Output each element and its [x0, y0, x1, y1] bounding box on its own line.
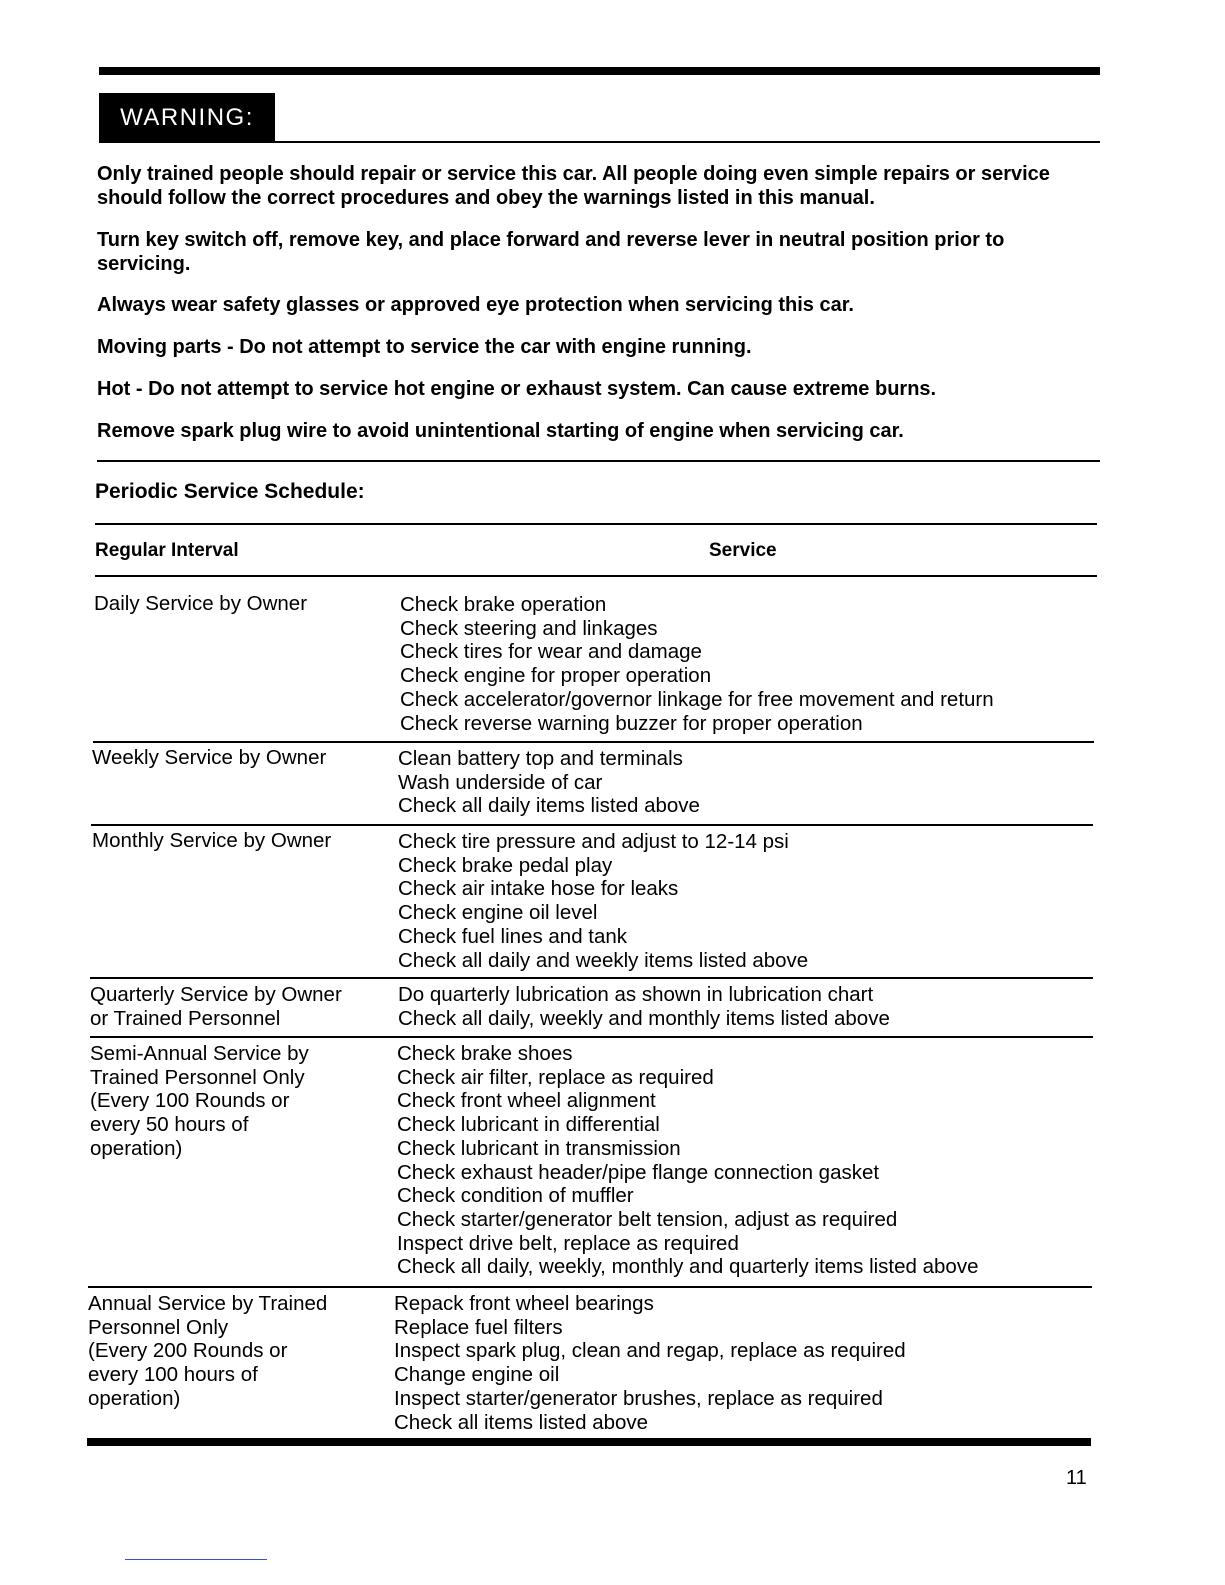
service-item: Inspect starter/generator brushes, replace as required	[394, 1386, 883, 1410]
row-services	[400, 593, 994, 735]
row-interval: Daily Service by Owner	[94, 592, 308, 615]
row-services	[397, 1042, 978, 1279]
service-item: Replace fuel filters	[394, 1315, 563, 1339]
schedule-title: Periodic Service Schedule:	[95, 480, 365, 503]
service-item: Check lubricant in differential	[397, 1113, 660, 1137]
service-item: Check all daily items listed above	[398, 794, 700, 818]
service-item: Check steering and linkages	[400, 616, 658, 640]
service-item: Check brake operation	[400, 593, 607, 616]
row-services	[394, 1292, 906, 1434]
row-services	[398, 830, 808, 972]
service-item: Check engine oil level	[398, 901, 598, 925]
warning-paragraph: Turn key switch off, remove key, and place forward and reverse lever in neutral position prior to servicing.	[97, 229, 1005, 275]
row-divider	[91, 824, 1093, 826]
service-item: Check air intake hose for leaks	[398, 877, 679, 901]
service-item: Do quarterly lubrication as shown in lubrication chart	[398, 983, 874, 1006]
table-top-rule	[95, 523, 1097, 525]
service-item: Check all items listed above	[394, 1410, 649, 1434]
service-item: Check exhaust header/pipe flange connection gasket	[397, 1160, 880, 1184]
row-divider	[90, 1036, 1093, 1038]
service-item: Check tire pressure and adjust to 12-14 psi	[398, 830, 789, 853]
row-interval: Semi-Annual Service by Trained Personnel Only (Every 100 Rounds or every 50 hours of operation)	[90, 1042, 309, 1160]
service-item: Check air filter, replace as required	[397, 1065, 714, 1089]
service-item: Check all daily and weekly items listed above	[398, 948, 809, 972]
row-services	[398, 747, 700, 818]
row-services	[398, 983, 890, 1030]
service-item: Inspect drive belt, replace as required	[397, 1231, 739, 1255]
service-item: Check engine for proper operation	[400, 664, 712, 688]
row-divider	[93, 741, 1094, 743]
service-item: Check condition of muffler	[397, 1184, 634, 1208]
service-item: Check brake pedal play	[398, 853, 613, 877]
warning-paragraph: Only trained people should repair or service this car. All people doing even simple repairs or service should follow the correct procedures and obey the warnings listed in this manual.	[97, 163, 1050, 209]
row-divider	[90, 977, 1093, 979]
column-header-interval: Regular Interval	[95, 540, 239, 561]
service-item: Check reverse warning buzzer for proper operation	[400, 711, 863, 735]
service-item: Check tires for wear and damage	[400, 640, 702, 664]
row-interval: Weekly Service by Owner	[92, 746, 327, 769]
service-item: Check starter/generator belt tension, adjust as required	[397, 1207, 898, 1231]
service-item: Change engine oil	[394, 1363, 560, 1387]
service-item: Check all daily, weekly and monthly items listed above	[398, 1006, 890, 1030]
footer-link-underline	[125, 1559, 267, 1560]
service-item: Wash underside of car	[398, 770, 603, 794]
row-divider	[88, 1286, 1092, 1288]
bottom-rule	[87, 1438, 1091, 1446]
service-item: Clean battery top and terminals	[398, 747, 683, 770]
row-interval: Annual Service by Trained Personnel Only (Every 200 Rounds or every 100 hours of operation)	[88, 1292, 328, 1410]
warning-paragraph: Hot - Do not attempt to service hot engine or exhaust system. Can cause extreme burns.	[97, 378, 937, 400]
section-divider	[97, 460, 1100, 462]
service-item: Check front wheel alignment	[397, 1089, 656, 1113]
warning-paragraph: Always wear safety glasses or approved eye protection when servicing this car.	[97, 294, 854, 316]
row-interval: Monthly Service by Owner	[92, 829, 332, 852]
warning-underline	[275, 141, 1100, 143]
service-item: Inspect spark plug, clean and regap, replace as required	[394, 1339, 906, 1363]
top-rule	[99, 67, 1100, 75]
service-item: Check lubricant in transmission	[397, 1136, 681, 1160]
service-item: Check accelerator/governor linkage for free movement and return	[400, 687, 994, 711]
service-item: Check all daily, weekly, monthly and quarterly items listed above	[397, 1255, 979, 1279]
service-item: Check fuel lines and tank	[398, 924, 628, 948]
service-item: Check brake shoes	[397, 1042, 573, 1065]
warning-label: WARNING:	[99, 93, 275, 143]
page-number: 11	[1066, 1467, 1087, 1489]
row-interval: Quarterly Service by Owner or Trained Personnel	[90, 983, 342, 1030]
column-header-service: Service	[709, 540, 777, 561]
warning-paragraph: Moving parts - Do not attempt to service the car with engine running.	[97, 336, 752, 358]
warning-paragraph: Remove spark plug wire to avoid unintentional starting of engine when servicing car.	[97, 420, 904, 442]
service-item: Repack front wheel bearings	[394, 1292, 654, 1315]
table-header-rule	[95, 575, 1097, 577]
